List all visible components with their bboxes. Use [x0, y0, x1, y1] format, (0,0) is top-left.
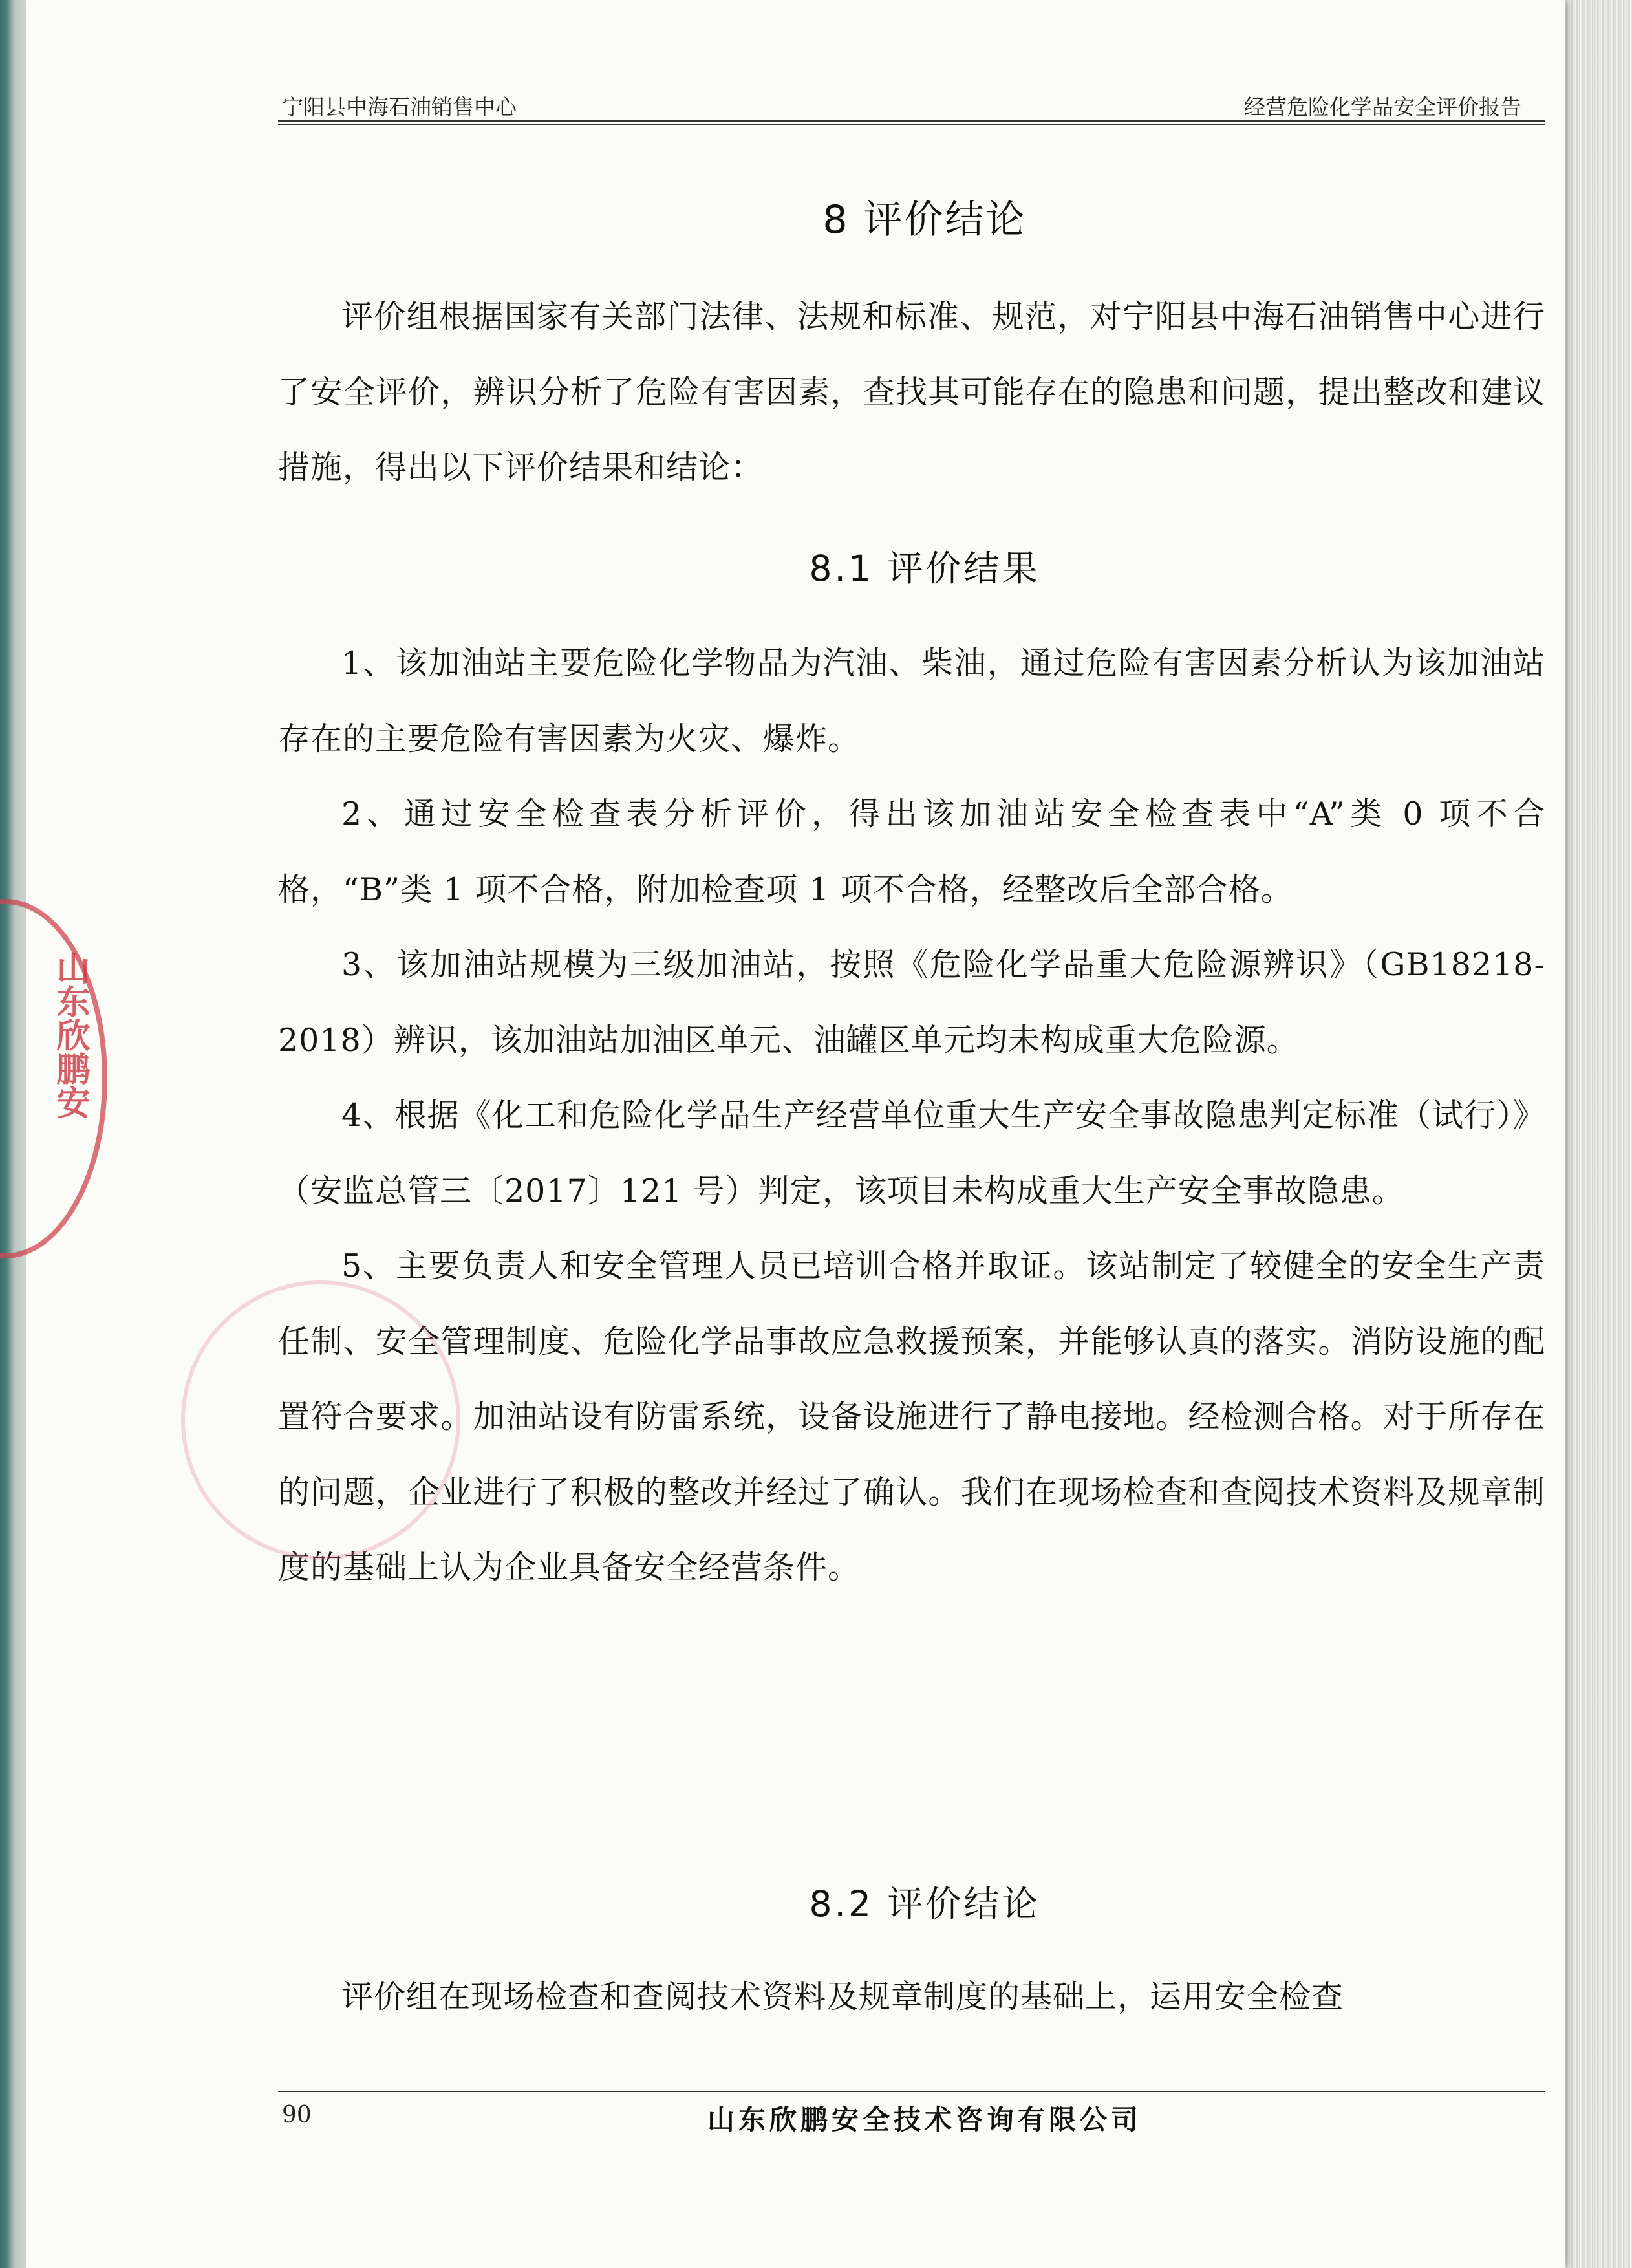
page-title: 8 评价结论 — [822, 197, 1027, 243]
section-8-1-body — [278, 626, 1545, 1606]
header-rule — [278, 120, 1545, 122]
section-8-2-body — [278, 1960, 1545, 2035]
result-item-3: 3、该加油站规模为三级加油站，按照《危险化学品重大危险源辨识》（GB18218-2018）辨识，该加油站加油区单元、油罐区单元均未构成重大危险源。 — [278, 946, 1545, 1059]
result-item-1: 1、该加油站主要危险化学物品为汽油、柴油，通过危险有害因素分析认为该加油站存在的主要危险有害因素为火灾、爆炸。 — [278, 645, 1545, 757]
page-stack-edge — [1558, 0, 1632, 2268]
page-number: 90 — [282, 2102, 312, 2128]
section-8-2-heading: 8.2 评价结论 — [809, 1883, 1040, 1925]
document-page — [26, 0, 1565, 2268]
footer-company: 山东欣鹏安全技术咨询有限公司 — [707, 2104, 1142, 2135]
conclusion-paragraph: 评价组在现场检查和查阅技术资料及规章制度的基础上，运用安全检查 — [341, 1978, 1344, 2015]
intro-paragraph: 评价组根据国家有关部门法律、法规和标准、规范，对宁阳县中海石油销售中心进行了安全评价，辨识分析了危险有害因素，查找其可能存在的隐患和问题，提出整改和建议措施，得出以下评价结果和结论： — [278, 298, 1545, 486]
faint-seal-stamp — [181, 1280, 460, 1560]
result-item-4: 4、根据《化工和危险化学品生产经营单位重大生产安全事故隐患判定标准（试行）》（安监总管三〔2017〕121 号）判定，该项目未构成重大生产安全事故隐患。 — [278, 1097, 1545, 1209]
result-item-2: 2、通过安全检查表分析评价，得出该加油站安全检查表中“A”类 0 项不合格，“B”类 1 项不合格，附加检查项 1 项不合格，经整改后全部合格。 — [278, 795, 1545, 908]
header-rule-thin — [278, 124, 1545, 125]
section-8-1-heading: 8.1 评价结果 — [809, 548, 1040, 589]
header-company: 宁阳县中海石油销售中心 — [282, 94, 517, 120]
result-item-5: 5、主要负责人和安全管理人员已培训合格并取证。该站制定了较健全的安全生产责任制、安全管理制度、危险化学品事故应急救援预案，并能够认真的落实。消防设施的配置符合要求。加油站设有防雷系统，设备设施进行了静电接地。经检测合格。对于所存在的问题，企业进行了积极的整改并经过了确认。我们在现场检查和查阅技术资料及规章制度的基础上认为企业具备安全经营条件。 — [278, 1247, 1545, 1586]
seal-text: 山东欣鹏安 — [50, 951, 90, 1119]
footer-rule — [278, 2091, 1545, 2092]
header-report-title: 经营危险化学品安全评价报告 — [1244, 94, 1521, 120]
intro-block — [278, 279, 1545, 506]
